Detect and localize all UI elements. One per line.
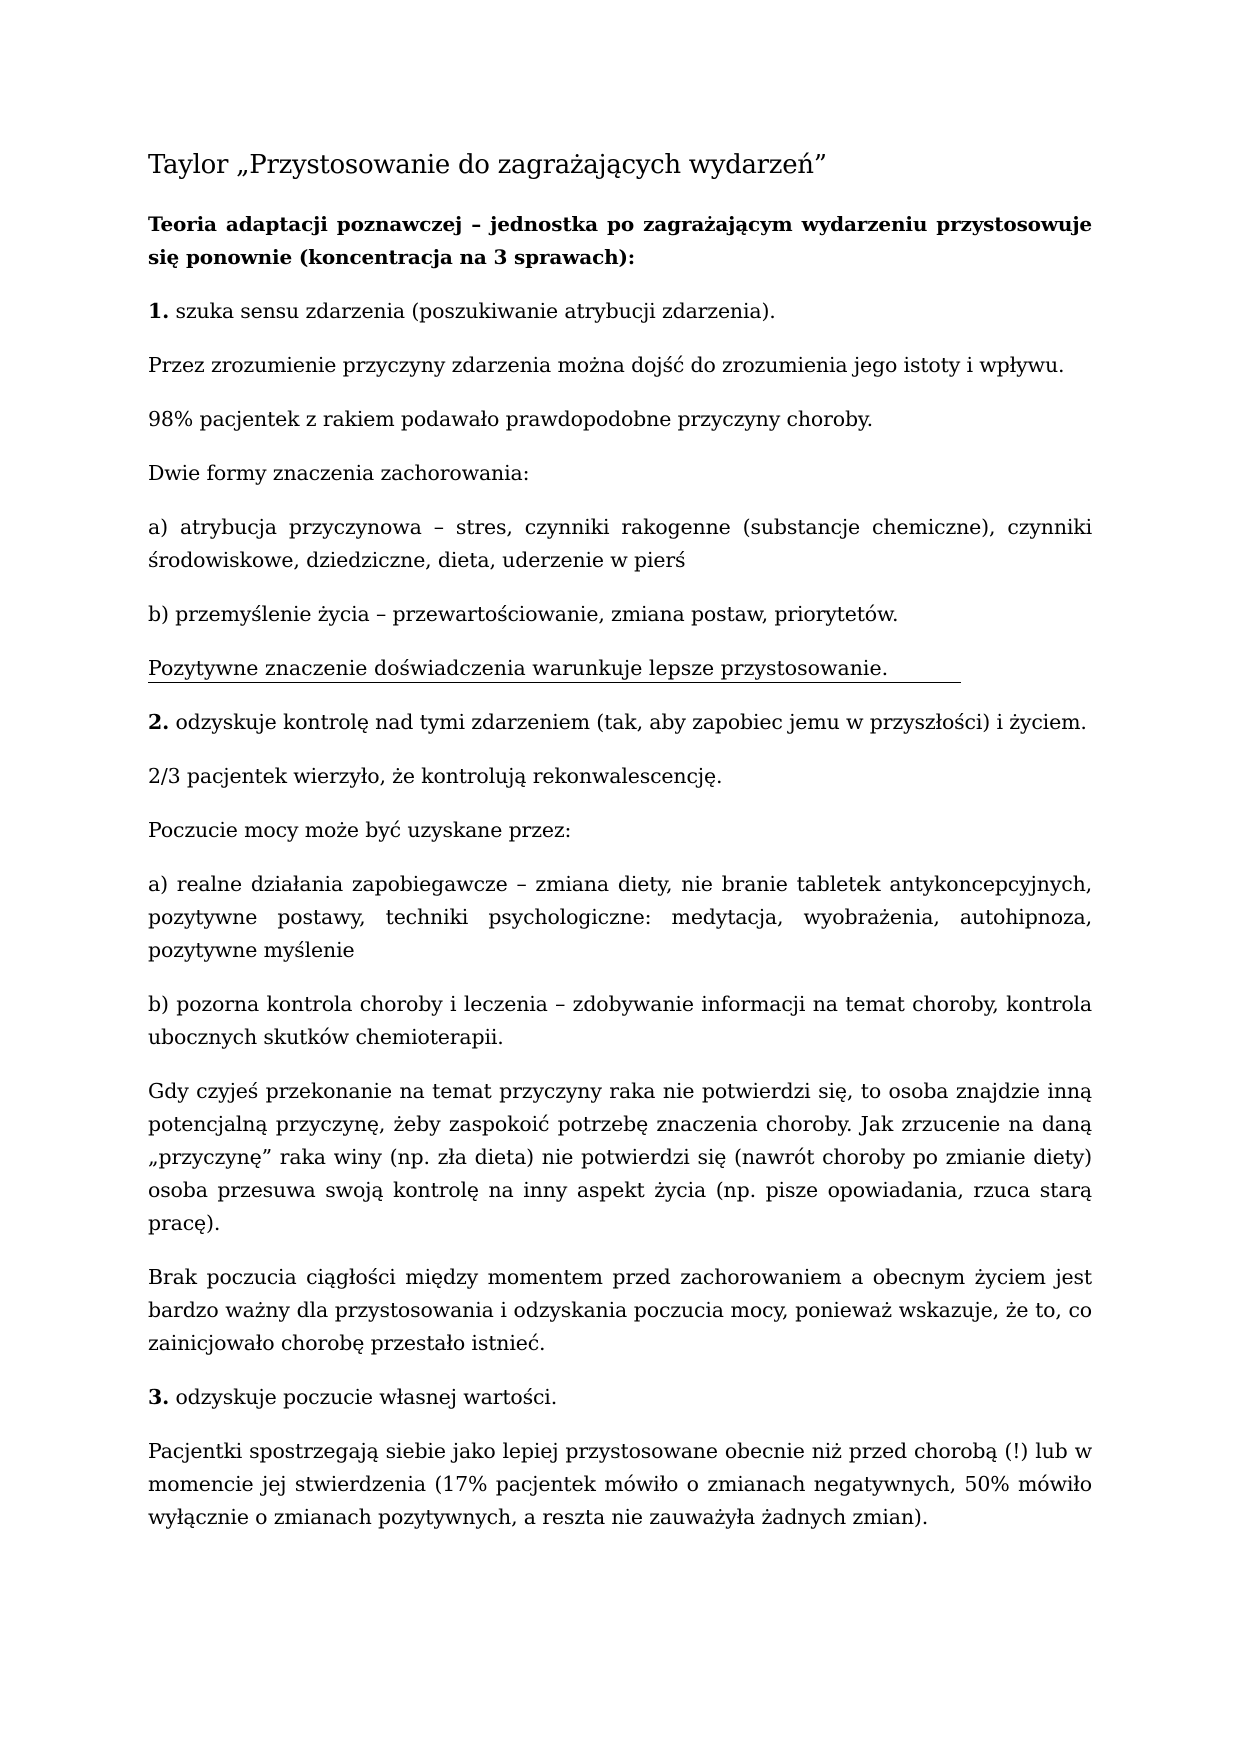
point-2-number: 2. xyxy=(148,710,170,734)
paragraph-sense-of-power: Poczucie mocy może być uzyskane przez: xyxy=(148,818,572,842)
document-title: Taylor „Przystosowanie do zagrażających wydarzeń” xyxy=(148,150,827,180)
paragraph-cause-understanding: Przez zrozumienie przyczyny zdarzenia można dojść do zrozumienia jego istoty i wpływu. xyxy=(148,353,1065,377)
paragraph-statistic-2-3: 2/3 pacjentek wierzyło, że kontrolują rekonwalescencję. xyxy=(148,764,723,788)
point-3 xyxy=(148,1381,1092,1414)
paragraph-form-a: a) atrybucja przyczynowa – stres, czynniki rakogenne (substancje chemiczne), czynniki środowiskowe, dziedziczne, dieta, uderzenie w pierś xyxy=(148,515,1092,572)
point-1 xyxy=(148,295,1092,328)
paragraph-self-perception: Pacjentki spostrzegają siebie jako lepiej przystosowane obecnie niż przed chorobą (!) lub w momencie jej stwierdzenia (17% pacjentek mówiło o zmianach negatywnych, 50% mówiło wyłącznie o zmianach pozytywnych, a reszta nie zauważyła żadnych zmian). xyxy=(148,1439,1092,1529)
point-1-text: szuka sensu zdarzenia (poszukiwanie atrybucji zdarzenia). xyxy=(169,299,776,323)
paragraph-belief-shift: Gdy czyjeś przekonanie na temat przyczyny raka nie potwierdzi się, to osoba znajdzie inną potencjalną przyczynę, żeby zaspokoić potrzebę znaczenia choroby. Jak zrzucenie na daną „przyczynę” raka winy (np. zła dieta) nie potwierdzi się (nawrót choroby po zmianie diety) osoba przesuwa swoją kontrolę na inny aspekt życia (np. pisze opowiadania, rzuca starą pracę). xyxy=(148,1079,1092,1235)
underlined-conclusion-row xyxy=(148,652,1092,685)
point-2 xyxy=(148,706,1092,739)
point-1-number: 1. xyxy=(148,299,170,323)
paragraph-statistic-98: 98% pacjentek z rakiem podawało prawdopodobne przyczyny choroby. xyxy=(148,407,873,431)
point-3-text: odzyskuje poczucie własnej wartości. xyxy=(169,1385,558,1409)
underlined-conclusion: Pozytywne znaczenie doświadczenia warunkuje lepsze przystosowanie. xyxy=(148,654,961,683)
paragraph-power-b: b) pozorna kontrola choroby i leczenia – zdobywanie informacji na temat choroby, kontrola ubocznych skutków chemioterapii. xyxy=(148,992,1092,1049)
lead-paragraph: Teoria adaptacji poznawczej – jednostka po zagrażającym wydarzeniu przystosowuje się ponownie (koncentracja na 3 sprawach): xyxy=(148,212,1092,269)
document-body xyxy=(148,148,1092,1555)
paragraph-form-b: b) przemyślenie życia – przewartościowanie, zmiana postaw, priorytetów. xyxy=(148,602,899,626)
point-3-number: 3. xyxy=(148,1385,170,1409)
paragraph-continuity: Brak poczucia ciągłości między momentem przed zachorowaniem a obecnym życiem jest bardzo ważny dla przystosowania i odzyskania poczucia mocy, ponieważ wskazuje, że to, co zainicjowało chorobę przestało istnieć. xyxy=(148,1265,1092,1355)
paragraph-power-a: a) realne działania zapobiegawcze – zmiana diety, nie branie tabletek antykoncepcyjnych, pozytywne postawy, techniki psychologiczne: medytacja, wyobrażenia, autohipnoza, pozytywne myślenie xyxy=(148,872,1092,962)
paragraph-two-forms: Dwie formy znaczenia zachorowania: xyxy=(148,461,530,485)
point-2-text: odzyskuje kontrolę nad tymi zdarzeniem (tak, aby zapobiec jemu w przyszłości) i życiem. xyxy=(169,710,1087,734)
